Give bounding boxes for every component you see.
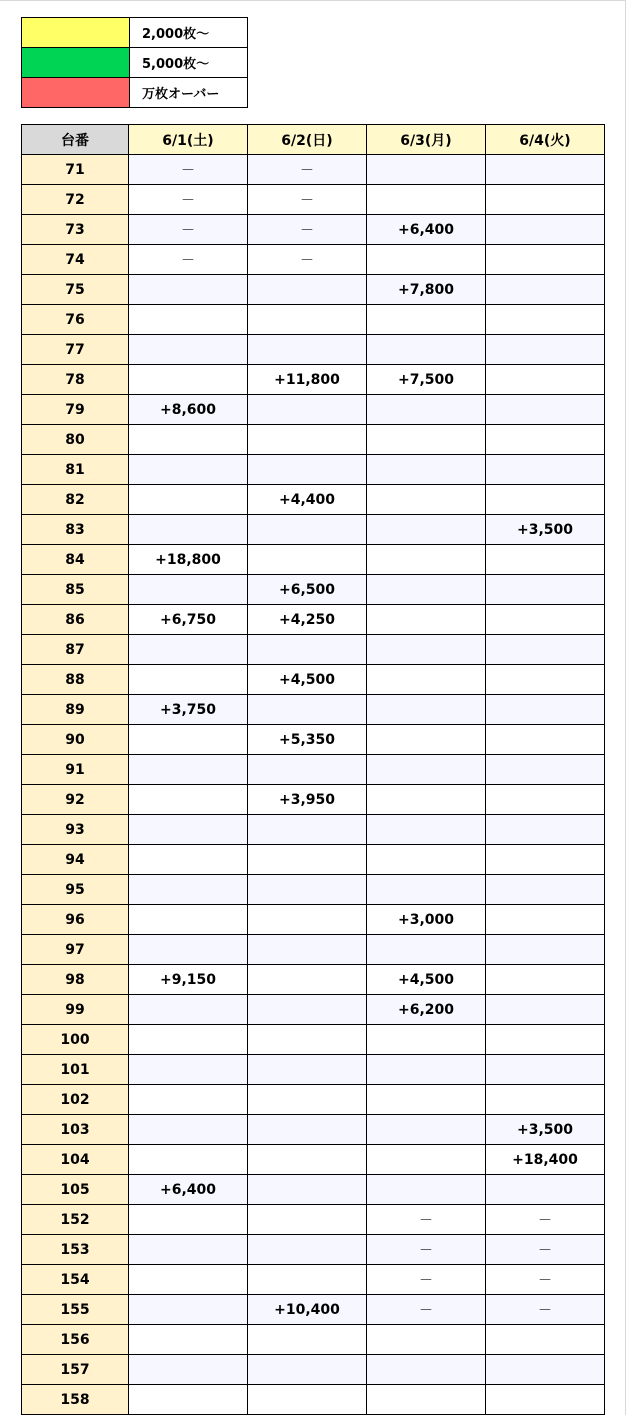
machine-number: 103 [22,1115,129,1145]
result-cell [248,875,367,905]
result-cell [129,1025,248,1055]
legend-swatch [22,48,130,78]
result-cell: － [486,1205,605,1235]
result-cell: － [248,245,367,275]
result-cell [248,695,367,725]
result-cell [486,365,605,395]
result-cell [367,935,486,965]
result-cell: － [486,1235,605,1265]
table-row [22,365,605,395]
result-cell [486,1325,605,1355]
result-cell [129,485,248,515]
result-cell [486,1385,605,1415]
legend-swatch [22,18,130,48]
result-cell [486,395,605,425]
result-cell: +3,750 [129,695,248,725]
header-date-3: 6/3(月) [367,125,486,155]
machine-number: 88 [22,665,129,695]
table-row [22,965,605,995]
header-date-2: 6/2(日) [248,125,367,155]
table-row [22,695,605,725]
result-cell: +4,250 [248,605,367,635]
table-row [22,1295,605,1325]
result-cell [129,1355,248,1385]
result-cell [486,275,605,305]
result-cell [367,1325,486,1355]
result-cell: － [486,1265,605,1295]
result-cell: － [367,1265,486,1295]
result-cell [486,455,605,485]
result-cell [367,725,486,755]
result-cell [129,305,248,335]
result-cell [486,1025,605,1055]
legend-body [22,18,248,108]
table-row [22,1325,605,1355]
table-row [22,545,605,575]
machine-number: 93 [22,815,129,845]
result-cell [248,1085,367,1115]
result-cell [367,1025,486,1055]
result-cell [486,695,605,725]
result-cell [248,1235,367,1265]
result-cell [129,1385,248,1415]
machine-number: 92 [22,785,129,815]
result-cell [248,1055,367,1085]
result-cell [367,815,486,845]
result-cell [486,485,605,515]
table-row [22,1265,605,1295]
machine-number: 155 [22,1295,129,1325]
machine-number: 80 [22,425,129,455]
table-row [22,485,605,515]
result-cell [248,1115,367,1145]
result-cell [367,245,486,275]
result-cell [248,1355,367,1385]
machine-number: 91 [22,755,129,785]
table-row [22,425,605,455]
result-cell [129,785,248,815]
table-row [22,245,605,275]
result-cell [248,635,367,665]
table-row [22,1175,605,1205]
result-cell [367,635,486,665]
machine-number: 85 [22,575,129,605]
result-cell [367,515,486,545]
machine-number: 152 [22,1205,129,1235]
result-cell [129,1055,248,1085]
result-cell [486,215,605,245]
result-cell [486,995,605,1025]
table-row [22,1145,605,1175]
machine-number: 76 [22,305,129,335]
result-cell: +4,400 [248,485,367,515]
result-cell [367,305,486,335]
machine-number: 79 [22,395,129,425]
result-cell: +18,400 [486,1145,605,1175]
top-divider [0,0,626,1]
result-cell: +9,150 [129,965,248,995]
result-cell [367,575,486,605]
result-cell: － [367,1235,486,1265]
table-row [22,1385,605,1415]
result-cell [367,755,486,785]
result-cell: － [248,215,367,245]
machine-number: 82 [22,485,129,515]
header-machine-number: 台番 [22,125,129,155]
result-cell [129,365,248,395]
result-cell: +11,800 [248,365,367,395]
legend-row [22,78,248,108]
machine-number: 97 [22,935,129,965]
machine-number: 72 [22,185,129,215]
result-cell [486,965,605,995]
result-cell [248,425,367,455]
table-row [22,155,605,185]
result-cell [486,1055,605,1085]
machine-number: 94 [22,845,129,875]
machine-number: 105 [22,1175,129,1205]
result-cell [367,875,486,905]
table-row [22,935,605,965]
result-cell [129,1325,248,1355]
result-cell [129,755,248,785]
result-cell [248,1205,367,1235]
machine-number: 73 [22,215,129,245]
result-cell: － [367,1205,486,1235]
result-cell [367,785,486,815]
result-cell [248,275,367,305]
machine-number: 153 [22,1235,129,1265]
result-cell: +4,500 [367,965,486,995]
machine-number: 87 [22,635,129,665]
result-cell: +6,500 [248,575,367,605]
result-cell [367,845,486,875]
machine-number: 154 [22,1265,129,1295]
result-cell [367,695,486,725]
table-row [22,665,605,695]
result-cell: +3,500 [486,1115,605,1145]
result-cell [248,1145,367,1175]
result-cell [367,425,486,455]
result-cell [486,1175,605,1205]
result-cell [367,1355,486,1385]
result-cell [129,845,248,875]
legend-row [22,48,248,78]
table-row [22,395,605,425]
result-cell [129,1085,248,1115]
result-cell [129,1235,248,1265]
result-cell [367,1385,486,1415]
machine-number: 83 [22,515,129,545]
result-cell [486,725,605,755]
table-row [22,575,605,605]
result-cell: － [248,185,367,215]
header-date-4: 6/4(火) [486,125,605,155]
machine-number: 99 [22,995,129,1025]
table-row [22,455,605,485]
result-cell [129,1205,248,1235]
result-cell [248,335,367,365]
result-cell [486,665,605,695]
result-cell: +10,400 [248,1295,367,1325]
legend-table [21,17,248,108]
result-cell [248,815,367,845]
header-date-1: 6/1(土) [129,125,248,155]
machine-number: 71 [22,155,129,185]
result-cell [129,1265,248,1295]
result-cell [248,305,367,335]
result-cell [486,575,605,605]
table-row [22,1085,605,1115]
header-row [22,125,605,155]
machine-number: 81 [22,455,129,485]
result-cell: － [129,215,248,245]
result-cell [248,965,367,995]
legend-label: 5,000枚～ [130,48,248,78]
result-cell [486,605,605,635]
legend-swatch [22,78,130,108]
result-cell [367,545,486,575]
result-cell [129,425,248,455]
machine-number: 90 [22,725,129,755]
result-cell [367,1055,486,1085]
result-cell [486,1355,605,1385]
result-cell [367,185,486,215]
table-row [22,1205,605,1235]
machine-number: 74 [22,245,129,275]
legend-label: 2,000枚～ [130,18,248,48]
result-cell [486,155,605,185]
result-cell [367,1115,486,1145]
result-cell [129,575,248,605]
result-cell [129,335,248,365]
result-cell [248,845,367,875]
result-cell [248,1325,367,1355]
result-cell [248,1265,367,1295]
result-cell: － [129,185,248,215]
result-cell: +6,400 [129,1175,248,1205]
table-row [22,1025,605,1055]
result-cell [129,1295,248,1325]
results-body [22,155,605,1415]
result-cell: +3,500 [486,515,605,545]
table-row [22,1115,605,1145]
result-cell [248,395,367,425]
result-cell [367,485,486,515]
table-row [22,515,605,545]
result-cell [367,605,486,635]
result-cell [129,815,248,845]
result-cell: － [129,245,248,275]
result-cell [129,905,248,935]
result-cell: +5,350 [248,725,367,755]
result-cell [367,665,486,695]
table-row [22,845,605,875]
machine-number: 98 [22,965,129,995]
machine-number: 104 [22,1145,129,1175]
table-row [22,275,605,305]
legend-row [22,18,248,48]
result-cell: － [129,155,248,185]
table-row [22,875,605,905]
result-cell [129,875,248,905]
result-cell [486,185,605,215]
result-cell [248,515,367,545]
table-row [22,725,605,755]
result-cell [486,845,605,875]
machine-number: 156 [22,1325,129,1355]
machine-number: 96 [22,905,129,935]
machine-number: 158 [22,1385,129,1415]
result-cell: +6,750 [129,605,248,635]
result-cell: +4,500 [248,665,367,695]
result-cell [486,305,605,335]
machine-number: 100 [22,1025,129,1055]
result-cell: － [367,1295,486,1325]
result-cell [367,395,486,425]
result-cell [248,1175,367,1205]
result-cell [486,875,605,905]
machine-number: 95 [22,875,129,905]
result-cell: +6,200 [367,995,486,1025]
result-cell [129,635,248,665]
result-cell [129,665,248,695]
table-row [22,605,605,635]
machine-number: 78 [22,365,129,395]
table-row [22,1355,605,1385]
result-cell [129,1115,248,1145]
result-cell [129,455,248,485]
table-row [22,785,605,815]
result-cell: +7,500 [367,365,486,395]
machine-number: 86 [22,605,129,635]
result-cell [367,155,486,185]
machine-number: 77 [22,335,129,365]
result-cell [486,245,605,275]
result-cell [248,905,367,935]
result-cell: － [248,155,367,185]
result-cell [486,545,605,575]
result-cell [486,335,605,365]
result-cell [367,1175,486,1205]
result-cell [248,935,367,965]
result-cell [248,995,367,1025]
table-row [22,1055,605,1085]
result-cell [129,725,248,755]
table-row [22,1235,605,1265]
result-cell [486,635,605,665]
table-row [22,305,605,335]
result-cell [486,815,605,845]
result-cell [367,455,486,485]
result-cell [248,455,367,485]
result-cell: +7,800 [367,275,486,305]
machine-number: 89 [22,695,129,725]
result-cell: +8,600 [129,395,248,425]
result-cell [248,1025,367,1055]
result-cell: +18,800 [129,545,248,575]
result-cell [129,515,248,545]
result-cell [129,1145,248,1175]
result-cell [248,1385,367,1415]
result-cell: +6,400 [367,215,486,245]
result-cell [367,335,486,365]
table-row [22,335,605,365]
table-row [22,215,605,245]
result-cell [486,1085,605,1115]
result-cell: +3,950 [248,785,367,815]
result-cell [129,275,248,305]
machine-number: 84 [22,545,129,575]
result-cell [367,1145,486,1175]
result-cell [486,905,605,935]
result-cell [248,545,367,575]
table-row [22,185,605,215]
result-cell [486,755,605,785]
table-row [22,815,605,845]
table-row [22,755,605,785]
table-row [22,995,605,1025]
result-cell [367,1085,486,1115]
machine-number: 157 [22,1355,129,1385]
machine-number: 101 [22,1055,129,1085]
result-cell: +3,000 [367,905,486,935]
machine-number: 102 [22,1085,129,1115]
result-cell [486,935,605,965]
result-cell: － [486,1295,605,1325]
result-cell [248,755,367,785]
legend-label: 万枚オーバー [130,78,248,108]
result-cell [129,935,248,965]
result-cell [486,785,605,815]
machine-number: 75 [22,275,129,305]
result-cell [129,995,248,1025]
table-row [22,905,605,935]
table-row [22,635,605,665]
results-table [21,124,605,1415]
result-cell [486,425,605,455]
